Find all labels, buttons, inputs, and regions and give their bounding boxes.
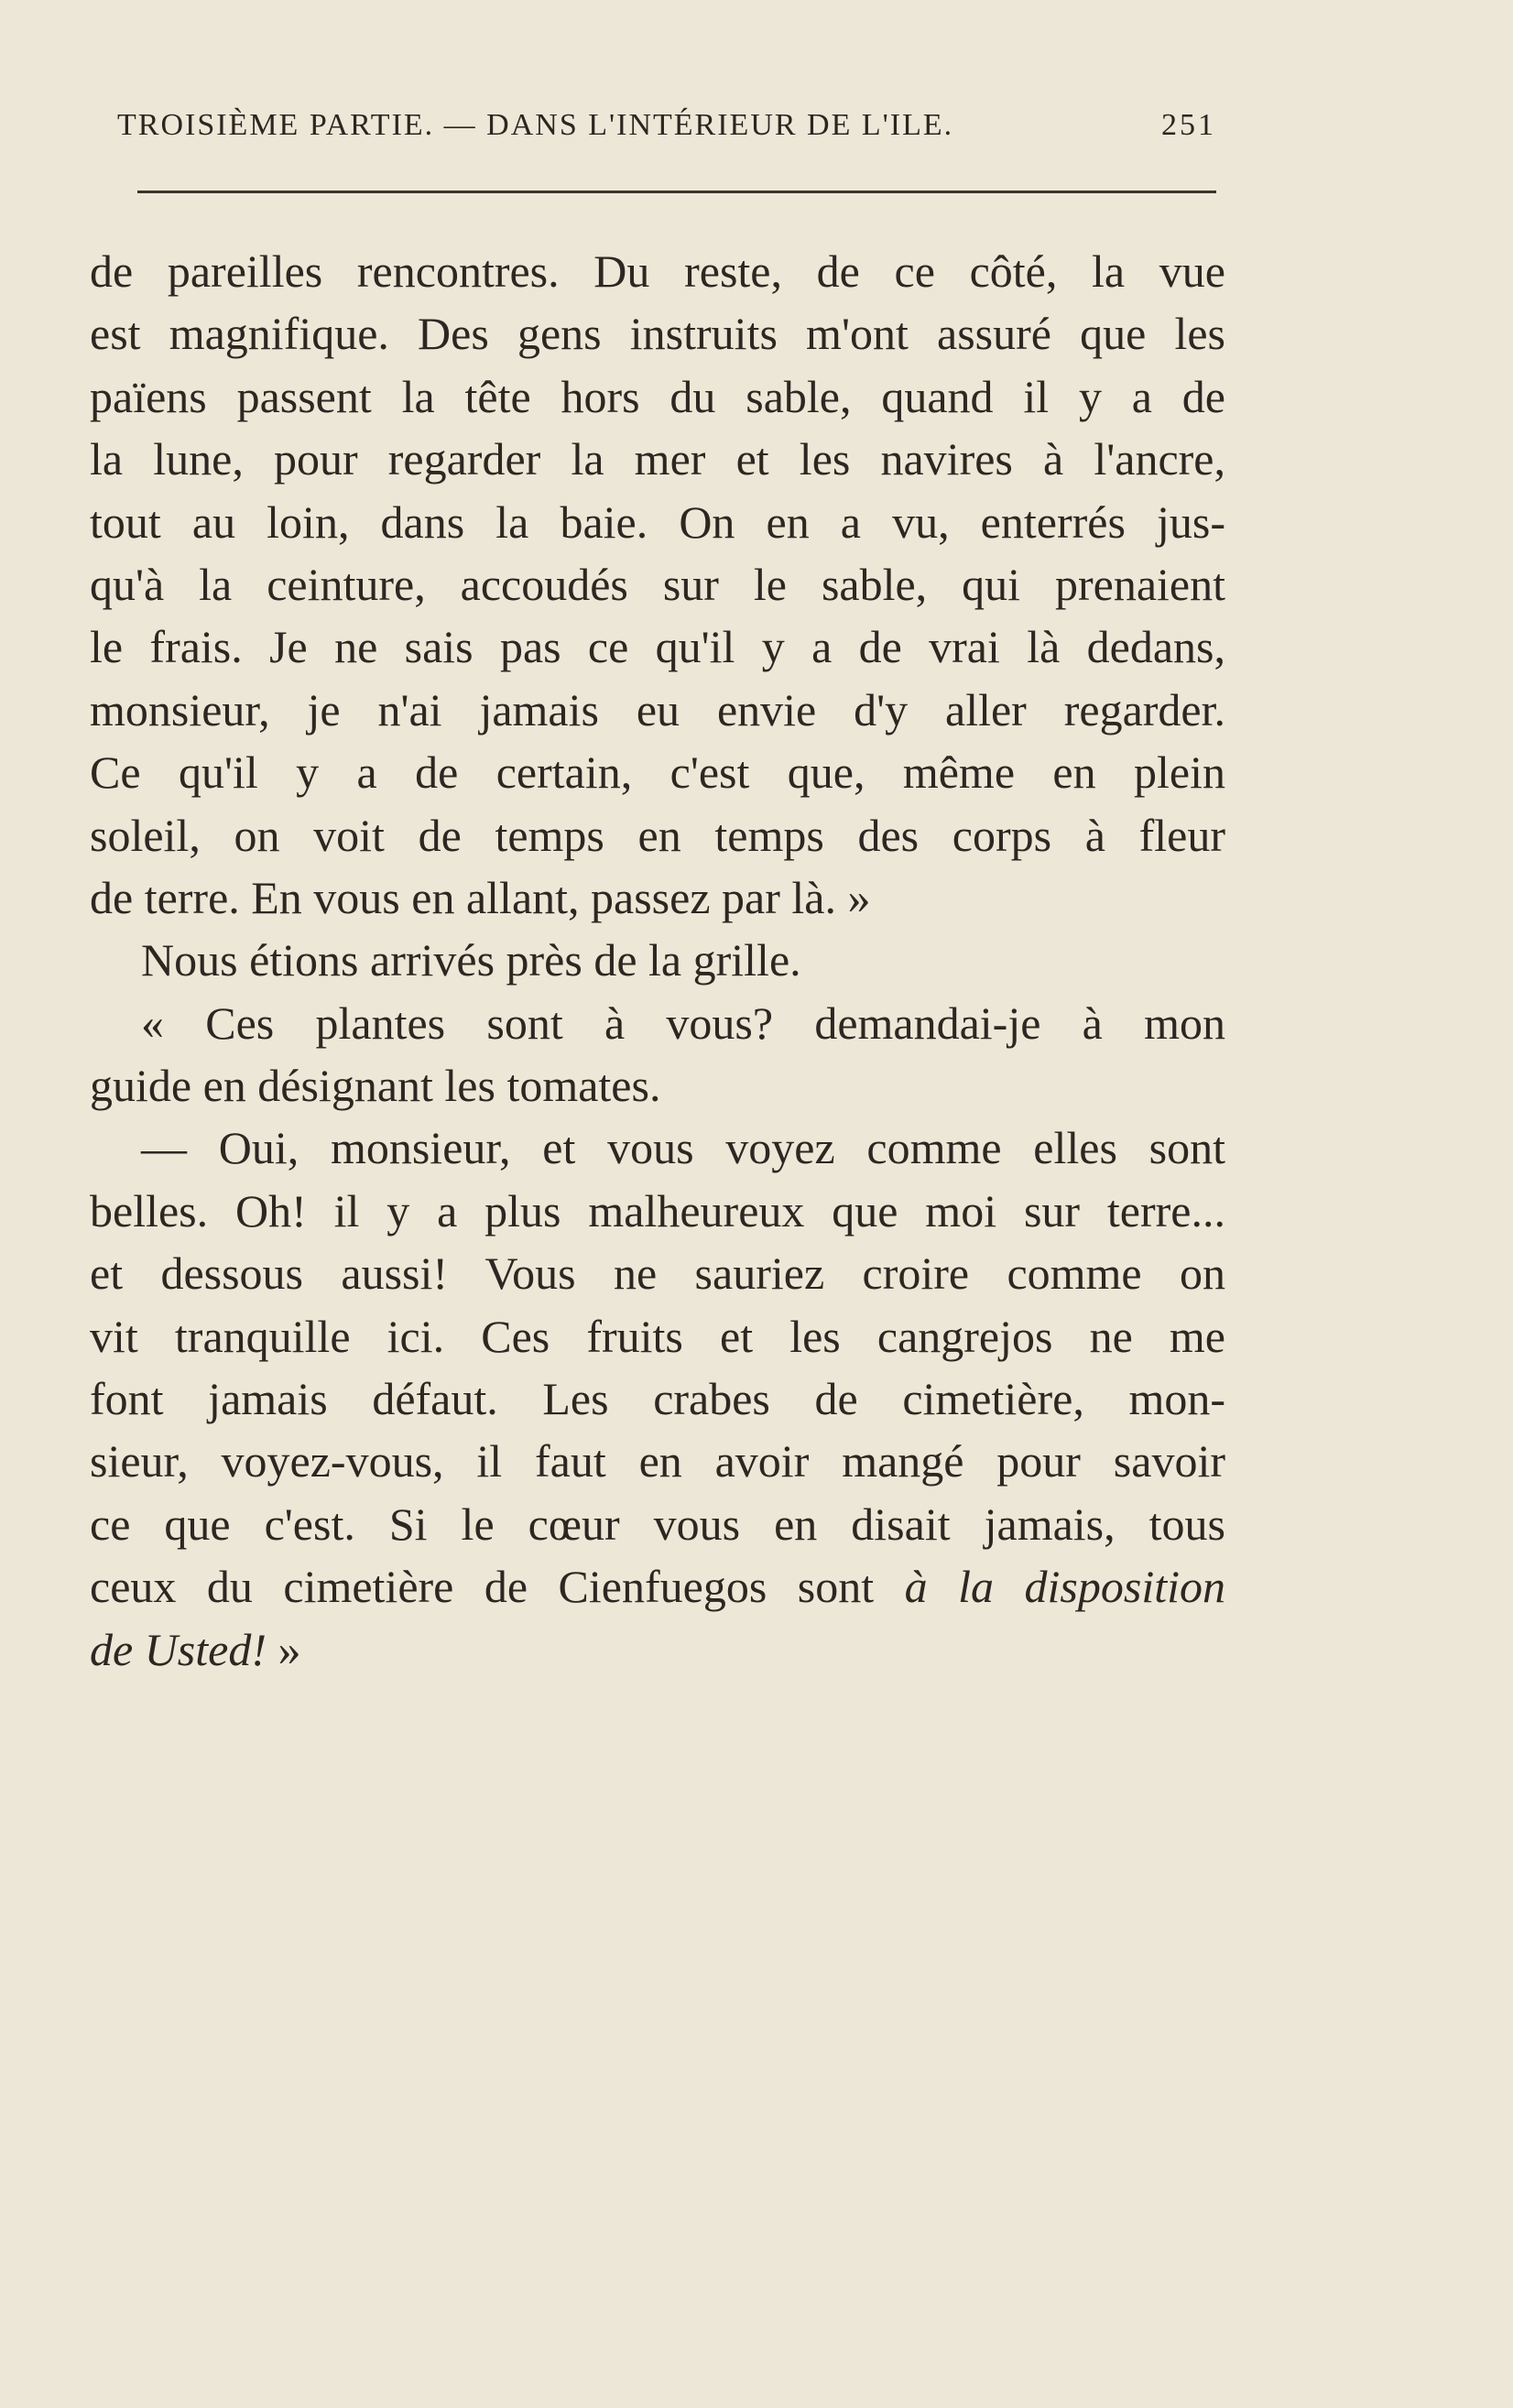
text-line (90, 1555, 1225, 1618)
closing-quote: » (278, 1623, 301, 1675)
text-line: Ce qu'il y a de certain, c'est que, même en plein (90, 746, 1225, 799)
text-line: est magnifique. Des gens instruits m'ont assuré que les (90, 308, 1225, 360)
text-line: belles. Oh! il y a plus malheureux que moi sur terre... (90, 1184, 1225, 1237)
text-line-italic: à la disposition (904, 1561, 1226, 1613)
text-line: le frais. Je ne sais pas ce qu'il y a de vrai là dedans, (90, 621, 1225, 673)
body-text (90, 240, 1225, 1681)
page-number: 251 (1161, 108, 1216, 142)
text-line: vit tranquille ici. Ces fruits et les cangrejos ne me (90, 1310, 1225, 1362)
text-line: tout au loin, dans la baie. On en a vu, enterrés jus- (90, 496, 1225, 548)
text-line-plain: ceux du cimetière de Cienfuegos sont (90, 1561, 875, 1613)
text-line: la lune, pour regarder la mer et les navires à l'ancre, (90, 433, 1225, 485)
header-title: DANS L'INTÉRIEUR DE L'ILE. (486, 108, 954, 142)
text-line: font jamais défaut. Les crabes de cimetière, mon- (90, 1373, 1225, 1425)
text-line-italic: de Usted! (90, 1623, 267, 1675)
text-line: de terre. En vous en allant, passez par là. » (90, 871, 871, 923)
header-dash: — (443, 108, 477, 142)
text-line (90, 1618, 1225, 1681)
text-line: de pareilles rencontres. Du reste, de ce côté, la vue (90, 245, 1225, 297)
header-part: TROISIÈME PARTIE. (117, 108, 435, 142)
text-line: soleil, on voit de temps en temps des corps à fleur (90, 809, 1225, 861)
text-line: païens passent la tête hors du sable, quand il y a de (90, 370, 1225, 422)
header-rule (137, 191, 1216, 193)
text-line: qu'à la ceinture, accoudés sur le sable, qui prenaient (90, 558, 1225, 610)
text-line: « Ces plantes sont à vous? demandai-je à mon (141, 997, 1225, 1049)
text-line: Nous étions arrivés près de la grille. (141, 934, 801, 986)
text-line: et dessous aussi! Vous ne sauriez croire comme on (90, 1248, 1225, 1300)
text-line: guide en désignant les tomates. (90, 1060, 661, 1112)
text-line: sieur, voyez-vous, il faut en avoir mangé pour savoir (90, 1435, 1225, 1487)
text-line: — Oui, monsieur, et vous voyez comme elles sont (141, 1122, 1225, 1174)
text-line: ce que c'est. Si le cœur vous en disait jamais, tous (90, 1498, 1225, 1550)
running-head (117, 108, 1216, 163)
text-line: monsieur, je n'ai jamais eu envie d'y aller regarder. (90, 683, 1225, 735)
